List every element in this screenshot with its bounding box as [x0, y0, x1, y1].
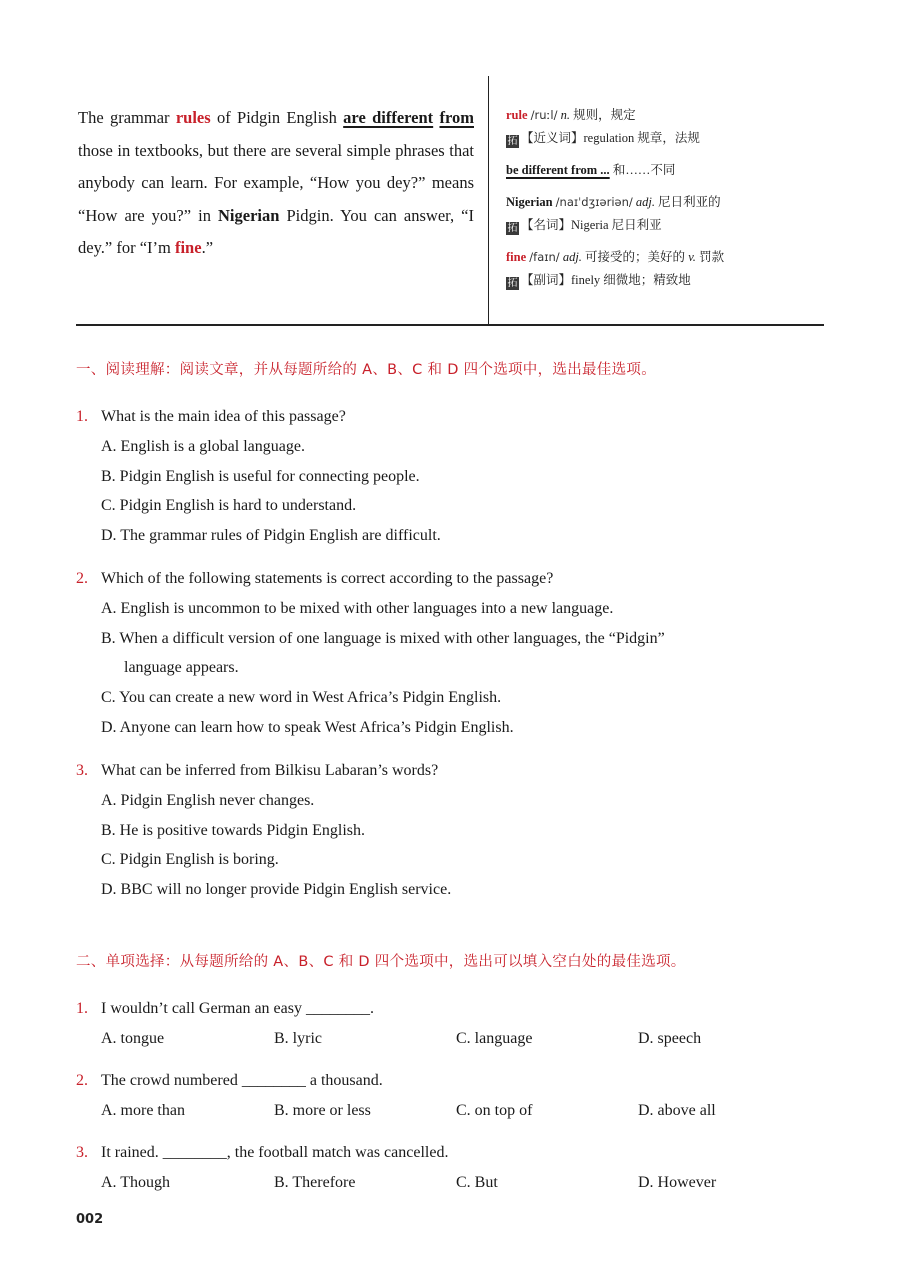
- vocab-pos: adj.: [562, 250, 582, 264]
- passage-segment: Pidgin. You can answer, “I dey.” for “I’m: [78, 205, 475, 258]
- options-row: [76, 1096, 816, 1126]
- options-row: [76, 1024, 816, 1054]
- question-number: 2.: [76, 1072, 88, 1089]
- question-stem: The crowd numbered ________ a thousand.: [101, 1072, 383, 1089]
- vocab-sub-label: 【副词】: [521, 273, 572, 287]
- extension-icon: 拓: [507, 136, 518, 147]
- page-number: 002: [76, 1212, 104, 1227]
- vocab-word: be different from ...: [506, 163, 610, 177]
- question-number: 3.: [76, 762, 88, 779]
- vocab-entry-be-different: [506, 159, 816, 182]
- vocab-word: fine: [506, 250, 527, 264]
- vocab-sub-text: finely 细微地；精致地: [571, 273, 691, 287]
- vocab-sub-label: 【名词】: [521, 218, 572, 232]
- option-a: A. Pidgin English never changes.: [101, 791, 315, 809]
- passage-segment: The grammar: [78, 108, 176, 127]
- option-c: C. Pidgin English is hard to understand.: [101, 497, 357, 515]
- option-b: B. lyric: [274, 1029, 322, 1047]
- question-stem: I wouldn’t call German an easy ________.: [101, 1000, 374, 1017]
- option-b: B. more or less: [274, 1101, 371, 1119]
- vocab-entry-nigerian: [506, 191, 816, 237]
- question-number: 3.: [76, 1144, 88, 1161]
- vocab-meaning: 尼日利亚的: [658, 195, 721, 209]
- passage-segment: of Pidgin English: [210, 108, 344, 127]
- keyword-from: from: [439, 108, 474, 127]
- option-c: C. Pidgin English is boring.: [101, 851, 279, 869]
- option-b-continued: language appears.: [124, 659, 239, 677]
- keyword-fine: fine: [174, 238, 202, 258]
- vocab-sub-text: Nigeria 尼日利亚: [571, 218, 662, 232]
- question-stem: Which of the following statements is correct according to the passage?: [101, 570, 554, 587]
- question-number: 2.: [76, 570, 88, 587]
- question-number: 1.: [76, 408, 88, 425]
- vocab-sub-label: 【近义词】: [521, 131, 584, 145]
- reading-question-1: [76, 402, 816, 551]
- question-stem: What can be inferred from Bilkisu Labaran’s words?: [101, 762, 439, 779]
- question-stem: It rained. ________, the football match was cancelled.: [101, 1144, 449, 1161]
- option-a: A. tongue: [101, 1029, 165, 1047]
- option-c: C. But: [456, 1173, 498, 1191]
- passage-vocab-box: [76, 76, 824, 326]
- option-b: B. Pidgin English is useful for connecting people.: [101, 467, 420, 485]
- options-row: [76, 1168, 816, 1198]
- vocab-meaning: 规则，规定: [573, 108, 636, 122]
- option-c: C. You can create a new word in West Africa’s Pidgin English.: [101, 689, 502, 707]
- section-1-heading: 一、阅读理解：阅读文章，并从每题所给的 A、B、C 和 D 四个选项中，选出最佳选项。: [76, 362, 656, 378]
- vocab-phonetic: /faɪn/: [529, 250, 560, 264]
- keyword-are-different: are different: [343, 108, 434, 127]
- vocab-pos: adj.: [635, 195, 655, 209]
- reading-question-3: [76, 756, 816, 905]
- option-a: A. Though: [101, 1173, 171, 1191]
- vocab-entry-fine: [506, 246, 816, 292]
- vocab-pos-2: v.: [688, 250, 696, 264]
- vocab-phonetic: /naɪˈdʒɪəriən/: [555, 195, 633, 209]
- vocab-entry-rule: [506, 104, 816, 150]
- option-c: C. language: [456, 1029, 533, 1047]
- option-b: B. Therefore: [274, 1173, 356, 1191]
- option-d: D. The grammar rules of Pidgin English are difficult.: [101, 527, 441, 545]
- option-d: D. speech: [638, 1029, 702, 1047]
- option-d: D. However: [638, 1173, 717, 1191]
- option-b: B. When a difficult version of one language is mixed with other languages, the “Pidgin”: [101, 629, 665, 647]
- vocab-pos: n.: [560, 108, 570, 122]
- option-d: D. Anyone can learn how to speak West Africa’s Pidgin English.: [101, 718, 514, 736]
- choice-question-3: [76, 1138, 816, 1198]
- option-a: A. English is uncommon to be mixed with other languages into a new language.: [101, 599, 614, 617]
- keyword-rules: rules: [175, 108, 211, 127]
- option-d: D. above all: [638, 1101, 716, 1119]
- vertical-divider: [488, 76, 489, 326]
- vocab-sub-text: regulation 规章，法规: [583, 131, 700, 145]
- keyword-nigerian: Nigerian: [218, 205, 280, 225]
- reading-question-2: [76, 564, 816, 743]
- horizontal-rule: [76, 324, 824, 326]
- vocab-meaning: 可接受的；美好的: [585, 250, 686, 264]
- option-c: C. on top of: [456, 1101, 533, 1119]
- passage-segment: those in textbooks, but there are several simple phrases that anybody can learn. For example, “How you dey?” means “How are you?” in: [78, 140, 474, 225]
- option-a: A. more than: [101, 1101, 185, 1119]
- vocab-notes: [506, 104, 816, 301]
- extension-icon: 拓: [507, 278, 518, 289]
- option-b: B. He is positive towards Pidgin English.: [101, 821, 365, 839]
- question-stem: What is the main idea of this passage?: [101, 408, 346, 425]
- passage-segment: .”: [201, 238, 214, 258]
- choice-question-2: [76, 1066, 816, 1126]
- extension-icon: 拓: [507, 223, 518, 234]
- choice-question-1: [76, 994, 816, 1054]
- vocab-phonetic: /ruːl/: [530, 108, 558, 122]
- option-a: A. English is a global language.: [101, 437, 305, 455]
- vocab-meaning: 和……不同: [612, 163, 676, 177]
- vocab-word: Nigerian: [506, 195, 553, 209]
- passage-text: [78, 102, 474, 265]
- vocab-word: rule: [506, 108, 528, 122]
- section-2-heading: 二、单项选择：从每题所给的 A、B、C 和 D 四个选项中，选出可以填入空白处的最佳选项。: [76, 954, 686, 970]
- option-d: D. BBC will no longer provide Pidgin English service.: [101, 881, 452, 899]
- question-number: 1.: [76, 1000, 88, 1017]
- vocab-meaning-2: 罚款: [699, 250, 725, 264]
